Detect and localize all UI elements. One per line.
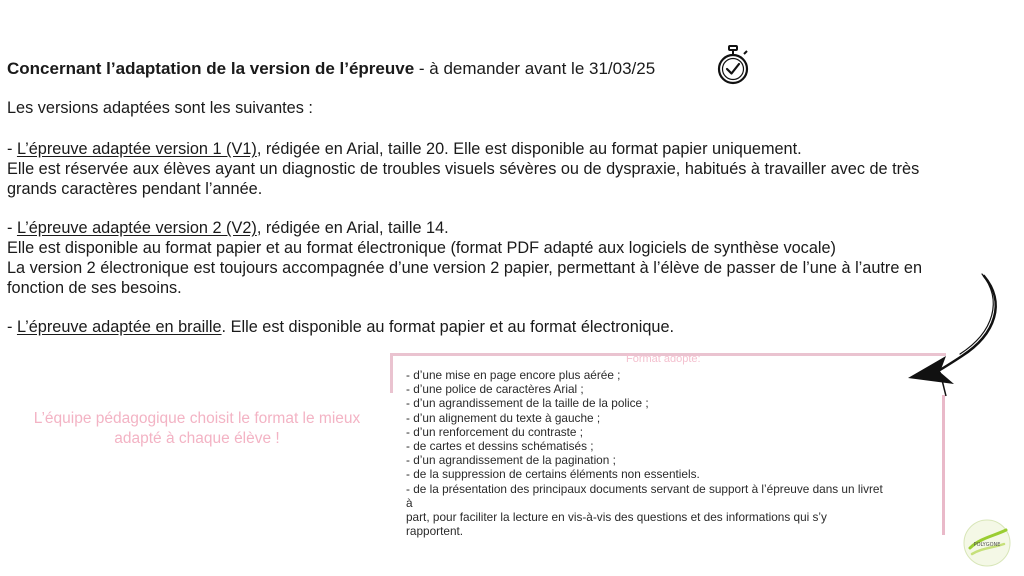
- logo-text: POLYGONE: [973, 542, 1001, 548]
- braille-dash: -: [7, 318, 17, 336]
- format-item: - d’un renforcement du contraste ;: [406, 424, 584, 439]
- v2-line1-text: , rédigée en Arial, taille 14.: [256, 219, 449, 237]
- format-item: - d’un alignement du texte à gauche ;: [406, 410, 601, 425]
- heading-bold: Concernant l’adaptation de la version de l’épreuve: [7, 59, 415, 78]
- stopwatch-icon: [715, 45, 751, 85]
- v1-line1-text: , rédigée en Arial, taille 20. Elle est disponible au format papier uniquement.: [256, 140, 802, 158]
- v2-line1: [7, 218, 449, 238]
- heading-deadline-text: - à demander avant le 31/03/25: [414, 59, 656, 78]
- braille-line: [7, 317, 674, 337]
- format-item: à: [406, 495, 413, 510]
- v2-title-link[interactable]: L’épreuve adaptée version 2 (V2): [16, 219, 257, 237]
- v2-line3: La version 2 électronique est toujours accompagnée d’une version 2 papier, permettant à l’élève de passer de l’une à l’autre en: [7, 259, 923, 277]
- format-item: - de la suppression de certains éléments non essentiels.: [406, 467, 700, 482]
- heading-deadline: [7, 58, 655, 80]
- format-box-border-right: [942, 395, 945, 535]
- v2-dash: -: [7, 219, 17, 237]
- format-box-list: [406, 368, 938, 538]
- format-item: - d’un agrandissement de la pagination ;: [406, 453, 616, 468]
- curved-arrow-icon: [900, 272, 1010, 402]
- logo-icon: [962, 518, 1012, 568]
- v1-title-link[interactable]: L’épreuve adaptée version 1 (V1): [16, 140, 257, 158]
- v1-dash: -: [7, 140, 17, 158]
- v2-line4: fonction de ses besoins.: [7, 279, 182, 297]
- pedagogical-team-note: L’équipe pédagogique choisit le format le mieux adapté à chaque élève !: [33, 410, 361, 447]
- format-item: - de la présentation des principaux documents servant de support à l’épreuve dans un livret: [406, 481, 883, 496]
- v1-line2: Elle est réservée aux élèves ayant un diagnostic de troubles visuels sévères ou de dyspraxie, habitués à travailler avec de très: [7, 160, 920, 178]
- intro-text: Les versions adaptées sont les suivantes :: [7, 99, 313, 117]
- v2-line2: Elle est disponible au format papier et au format électronique (format PDF adapté aux logiciels de synthèse vocale): [7, 239, 836, 257]
- format-item: - de cartes et dessins schématisés ;: [406, 439, 594, 454]
- format-box-title: Format adopté:: [626, 353, 701, 365]
- format-item: part, pour faciliter la lecture en vis-à-vis des questions et des informations qui s’y: [406, 510, 827, 525]
- format-item: - d’un agrandissement de la taille de la police ;: [406, 396, 649, 411]
- format-box-border-left: [390, 353, 393, 393]
- braille-text: . Elle est disponible au format papier et au format électronique.: [221, 318, 675, 336]
- braille-title-link[interactable]: L’épreuve adaptée en braille: [16, 318, 222, 336]
- format-item: - d’une police de caractères Arial ;: [406, 382, 584, 397]
- format-item: - d’une mise en page encore plus aérée ;: [406, 368, 621, 382]
- v1-line1: [7, 139, 802, 159]
- format-item: rapportent.: [406, 524, 464, 539]
- v1-line3: grands caractères pendant l’année.: [7, 180, 263, 198]
